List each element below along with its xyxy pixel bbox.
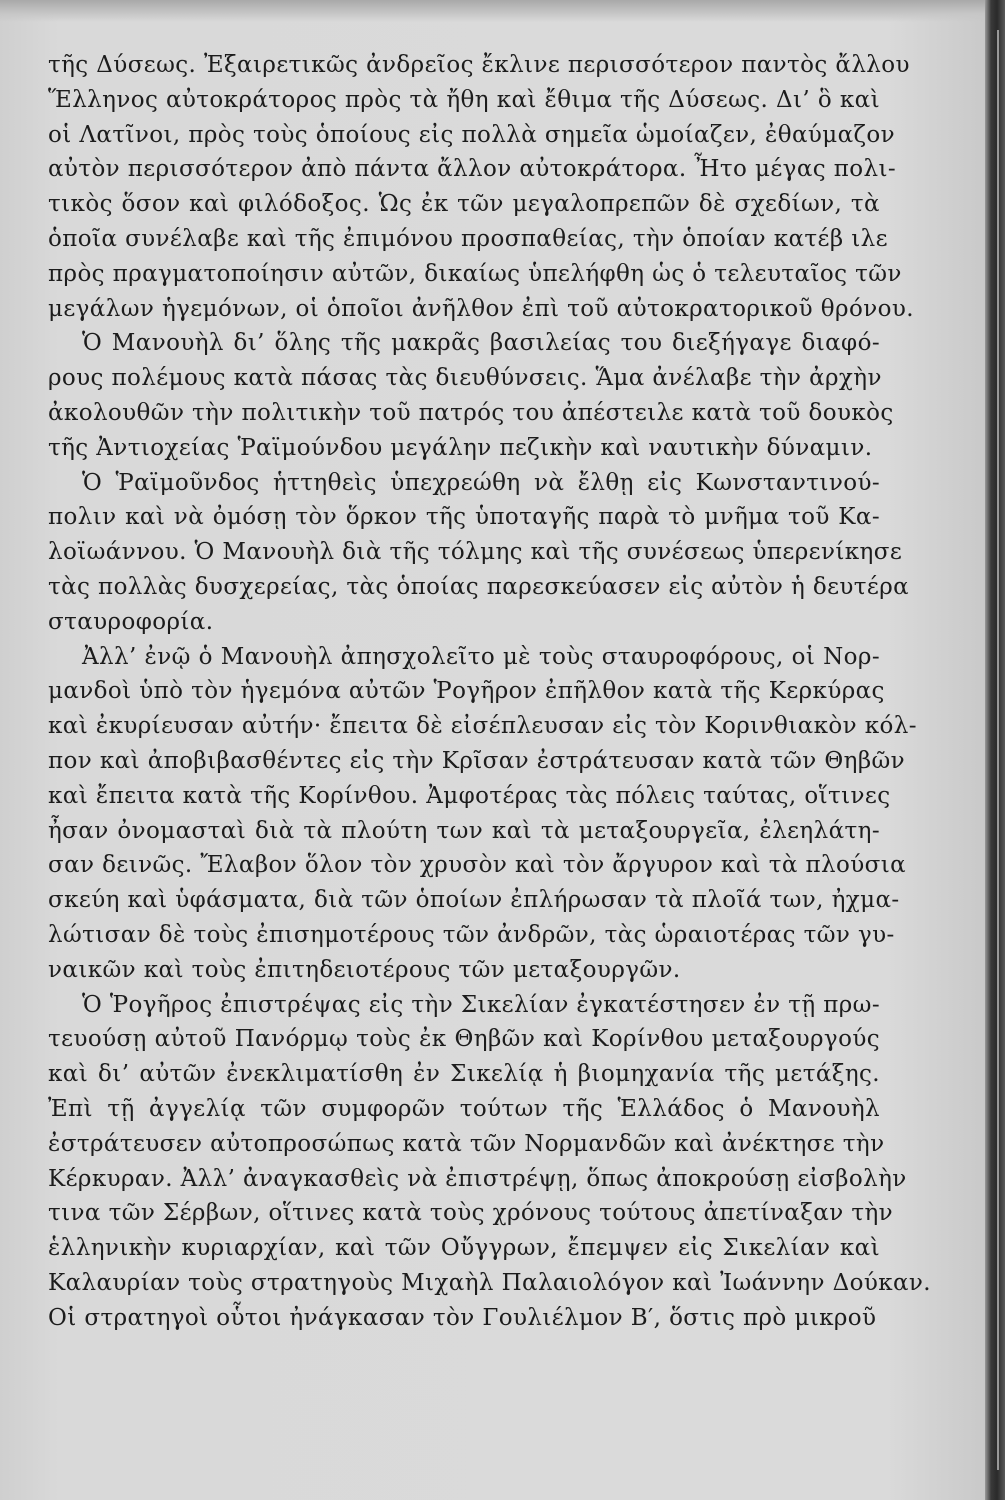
text-line: τῆς Ἀντιοχείας Ῥαϊμούνδου μεγάλην πεζικὴν καὶ ναυτικὴν δύναμιν. (48, 434, 873, 461)
text-line: ὁποῖα συνέλαβε καὶ τῆς ἐπιμόνου προσπαθείας, τὴν ὁποίαν κατέβ ιλε (48, 225, 888, 252)
book-binding-edge (985, 0, 1005, 1500)
top-shadow (0, 0, 1005, 22)
text-line: τικὸς ὅσον καὶ φιλόδοξος. Ὡς ἐκ τῶν μεγαλοπρεπῶν δὲ σχεδίων, τὰ (48, 191, 880, 218)
text-line: αὐτὸν περισσότερον ἀπὸ πάντα ἄλλον αὐτοκράτορα. Ἦτο μέγας πολι- (48, 156, 897, 183)
text-line: Ἀλλ’ ἐνῷ ὁ Μανουὴλ ἀπησχολεῖτο μὲ τοὺς σταυροφόρους, οἱ Νορ- (82, 643, 880, 670)
text-line: ἐστράτευσεν αὐτοπροσώπως κατὰ τῶν Νορμανδῶν καὶ ἀνέκτησε τὴν (48, 1130, 885, 1157)
text-line: μεγάλων ἡγεμόνων, οἱ ὁποῖοι ἀνῆλθον ἐπὶ τοῦ αὐτοκρατορικοῦ θρόνου. (48, 295, 914, 322)
text-line: Καλαυρίαν τοὺς στρατηγοὺς Μιχαὴλ Παλαιολόγον καὶ Ἰωάννην Δούκαν. (48, 1269, 932, 1296)
text-line: μανδοὶ ὑπὸ τὸν ἡγεμόνα αὐτῶν Ῥογῆρον ἐπῆλθον κατὰ τῆς Κερκύρας (48, 678, 885, 705)
text-line: τῆς Δύσεως. Ἐξαιρετικῶς ἀνδρεῖος ἔκλινε περισσότερον παντὸς ἄλλου (48, 52, 910, 78)
paragraph (48, 466, 910, 640)
text-line: σκεύη καὶ ὑφάσματα, διὰ τῶν ὁποίων ἐπλήρωσαν τὰ πλοῖά των, ἠχμα- (48, 887, 900, 914)
text-line: ναικῶν καὶ τοὺς ἐπιτηδειοτέρους τῶν μεταξουργῶν. (48, 956, 681, 983)
text-line: τὰς πολλὰς δυσχερείας, τὰς ὁποίας παρεσκεύασεν εἰς αὐτὸν ἡ δευτέρα (48, 573, 910, 600)
text-line: λώτισαν δὲ τοὺς ἐπισημοτέρους τῶν ἀνδρῶν, τὰς ὡραιοτέρας τῶν γυ- (48, 921, 895, 948)
text-line: ἀκολουθῶν τὴν πολιτικὴν τοῦ πατρός του ἀπέστειλε κατὰ τοῦ δουκὸς (48, 399, 894, 426)
text-line: λοϊωάννου. Ὁ Μανουὴλ διὰ τῆς τόλμης καὶ τῆς συνέσεως ὑπερενίκησε (48, 539, 903, 566)
text-line: Οἱ στρατηγοὶ οὗτοι ἠνάγκασαν τὸν Γουλιέλμον Β′, ὅστις πρὸ μικροῦ (48, 1304, 877, 1331)
text-line: τευούσῃ αὐτοῦ Πανόρμῳ τοὺς ἐκ Θηβῶν καὶ Κορίνθου μεταξουργούς (48, 1026, 880, 1053)
text-line: καὶ ἐκυρίευσαν αὐτήν· ἔπειτα δὲ εἰσέπλευσαν εἰς τὸν Κορινθιακὸν κόλ- (48, 713, 917, 740)
text-line: οἱ Λατῖνοι, πρὸς τοὺς ὁποίους εἰς πολλὰ σημεῖα ὡμοίαζεν, ἐθαύμαζον (48, 121, 896, 148)
body-text (48, 48, 932, 1335)
text-line: ρους πολέμους κατὰ πάσας τὰς διευθύνσεις. Ἅμα ἀνέλαβε τὴν ἀρχὴν (48, 365, 882, 392)
text-line: Ὁ Μανουὴλ δι’ ὅλης τῆς μακρᾶς βασιλείας του διεξήγαγε διαφό- (82, 330, 880, 357)
text-line: Κέρκυραν. Ἀλλ’ ἀναγκασθεὶς νὰ ἐπιστρέψῃ, ὅπως ἀποκρούσῃ εἰσβολὴν (48, 1165, 907, 1192)
text-line: πον καὶ ἀποβιβασθέντες εἰς τὴν Κρῖσαν ἐστράτευσαν κατὰ τῶν Θηβῶν (48, 747, 906, 774)
text-line: Ἕλληνος αὐτοκράτορος πρὸς τὰ ἤθη καὶ ἔθιμα τῆς Δύσεως. Δι’ ὃ καὶ (48, 86, 880, 113)
binding-highlight (997, 30, 999, 1470)
text-line: τινα τῶν Σέρβων, οἵτινες κατὰ τοὺς χρόνους τούτους ἀπετίναξαν τὴν (48, 1200, 894, 1227)
text-line: Ὁ Ῥαϊμοῦνδος ἡττηθεὶς ὑπεχρεώθη νὰ ἔλθῃ εἰς Κωνσταντινού- (82, 469, 880, 496)
text-line: ἑλληνικὴν κυριαρχίαν, καὶ τῶν Οὔγγρων, ἔπεμψεν εἰς Σικελίαν καὶ (48, 1235, 880, 1262)
paragraph (48, 640, 917, 988)
text-line: πολιν καὶ νὰ ὀμόσῃ τὸν ὅρκον τῆς ὑποταγῆς παρὰ τὸ μνῆμα τοῦ Κα- (48, 504, 880, 531)
paragraph (48, 326, 894, 465)
text-line: σαν δεινῶς. Ἔλαβον ὅλον τὸν χρυσὸν καὶ τὸν ἄργυρον καὶ τὰ πλούσια (48, 852, 907, 879)
text-line: Ὁ Ῥογῆρος ἐπιστρέψας εἰς τὴν Σικελίαν ἐγκατέστησεν ἐν τῇ πρω- (82, 991, 880, 1018)
paragraph (48, 988, 932, 1336)
text-line: πρὸς πραγματοποίησιν αὐτῶν, δικαίως ὑπελήφθη ὡς ὁ τελευταῖος τῶν (48, 260, 902, 287)
text-line: ἦσαν ὀνομασταὶ διὰ τὰ πλούτη των καὶ τὰ μεταξουργεῖα, ἐλεηλάτη- (48, 817, 880, 844)
text-line: καὶ ἔπειτα κατὰ τῆς Κορίνθου. Ἀμφοτέρας τὰς πόλεις ταύτας, οἵτινες (48, 782, 891, 809)
text-line: σταυροφορία. (48, 608, 214, 635)
paragraph (48, 48, 914, 326)
text-line: καὶ δι’ αὐτῶν ἐνεκλιματίσθη ἐν Σικελίᾳ ἡ βιομηχανία τῆς μετάξης. (48, 1061, 880, 1088)
text-line: Ἐπὶ τῇ ἀγγελίᾳ τῶν συμφορῶν τούτων τῆς Ἑλλάδος ὁ Μανουὴλ (48, 1095, 880, 1122)
